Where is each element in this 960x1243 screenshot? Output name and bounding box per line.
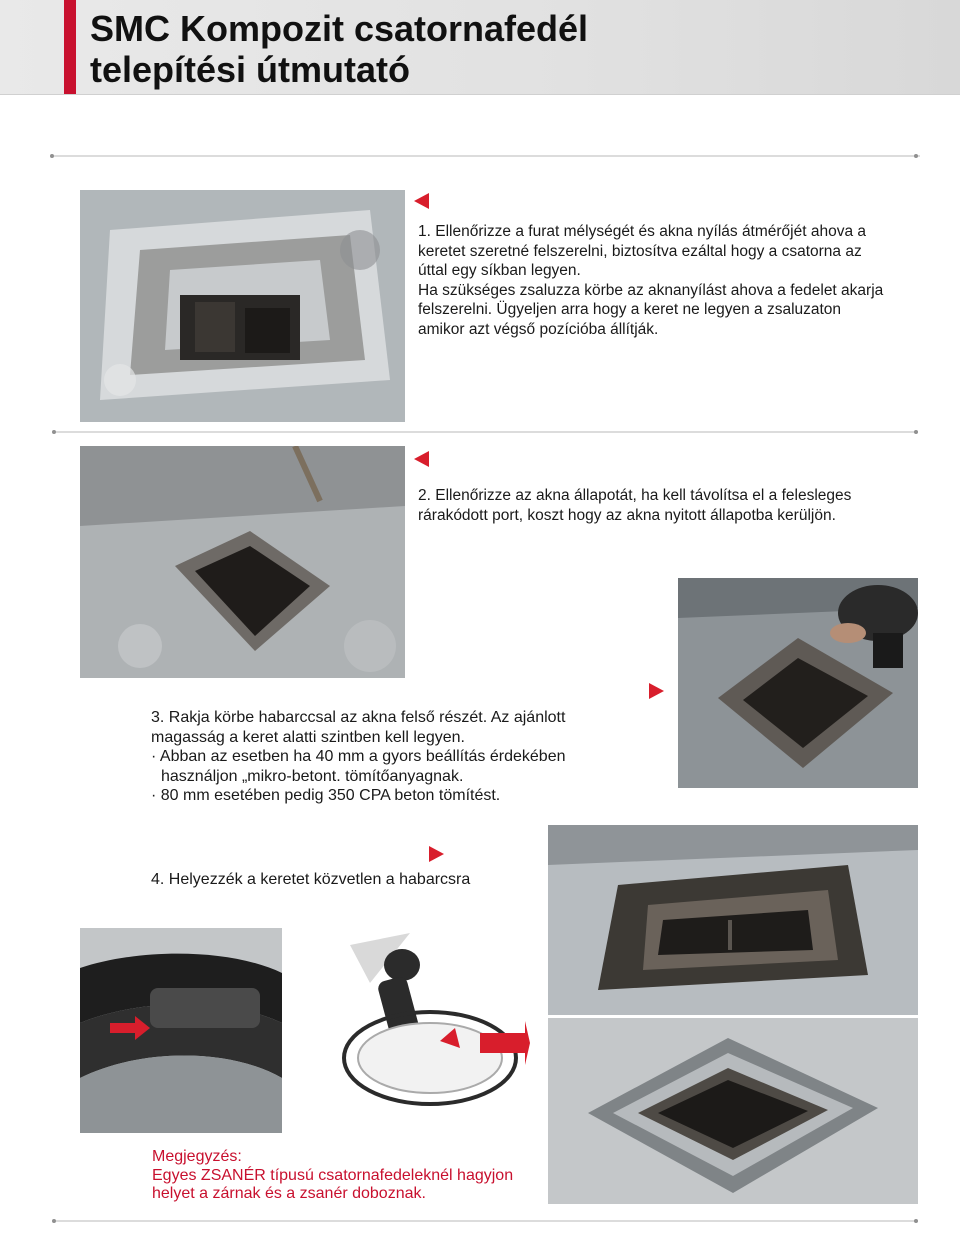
arrow-right-icon [429, 846, 444, 862]
divider-dot [52, 430, 56, 434]
note-heading: Megjegyzés: [152, 1148, 242, 1165]
arrow-left-icon [414, 451, 429, 467]
title-accent-bar [64, 0, 76, 94]
photo-step3-mortar [678, 578, 918, 788]
page-title-line-1: SMC Kompozit csatornafedél [90, 8, 589, 49]
page-title [90, 8, 930, 90]
step1-line: keretet szeretné felszerelni, biztosítva ezáltal hogy a csatorna az [418, 242, 862, 260]
photo-step1-formwork [80, 190, 405, 422]
step3-line: · Abban az esetben ha 40 mm a gyors beállítás érdekében [151, 748, 566, 765]
step3-line: magasság a keret alatti szintben kell legyen. [151, 728, 465, 746]
step3-line: · 80 mm esetében pedig 350 CPA beton tömítést. [151, 787, 501, 804]
divider-middle [56, 431, 918, 433]
page-title-line-2: telepítési útmutató [90, 49, 411, 90]
arrow-right-icon [649, 683, 664, 699]
divider-dot [914, 430, 918, 434]
divider-dot [50, 154, 54, 158]
step1-line: 1. Ellenőrizze a furat mélységét és akna nyílás átmérőjét ahova a [418, 223, 867, 240]
step1-line: úttal egy síkban legyen. [418, 262, 581, 279]
divider-top [54, 155, 920, 157]
divider-dot [914, 154, 918, 158]
step4-line: 4. Helyezzék a keretet közvetlen a habarcsra [151, 871, 471, 888]
step1-line: Ha szükséges zsaluzza körbe az aknanyílást ahova a fedelet akarja [418, 281, 884, 299]
step3-text [151, 708, 621, 806]
divider-dot [52, 1219, 56, 1223]
note-line: Egyes ZSANÉR típusú csatornafedeleknél hagyjon [152, 1166, 514, 1184]
divider-dot [914, 1219, 918, 1223]
step1-line: amikor azt végső pozícióba állítják. [418, 320, 659, 338]
photo-installed-frame [548, 1018, 918, 1204]
note-line: helyet a zárnak és a zsanér doboznak. [152, 1185, 426, 1202]
step1-line: felszerelni. Ügyeljen arra hogy a keret ne legyen a zsaluzaton [418, 301, 842, 318]
step3-line: használjon „mikro-betont. tömítőanyagnak. [161, 767, 464, 785]
arrow-left-icon [414, 193, 429, 209]
photo-frame-edge [80, 928, 282, 1133]
photo-step2-opening [80, 446, 405, 678]
note-block [152, 1148, 513, 1204]
illustration-hinge-diagram [330, 933, 530, 1111]
divider-bottom [56, 1220, 918, 1222]
photo-step4-mortar-bed [548, 825, 918, 1015]
step2-line: 2. Ellenőrizze az akna állapotát, ha kell távolítsa el a felesleges [418, 487, 852, 504]
step2-line: rárakódott port, koszt hogy az akna nyitott állapotba kerüljön. [418, 506, 836, 524]
step2-text [418, 486, 908, 525]
step4-text [151, 870, 551, 890]
step1-text [418, 222, 908, 339]
step3-line: 3. Rakja körbe habarccsal az akna felső részét. Az ajánlott [151, 709, 566, 726]
